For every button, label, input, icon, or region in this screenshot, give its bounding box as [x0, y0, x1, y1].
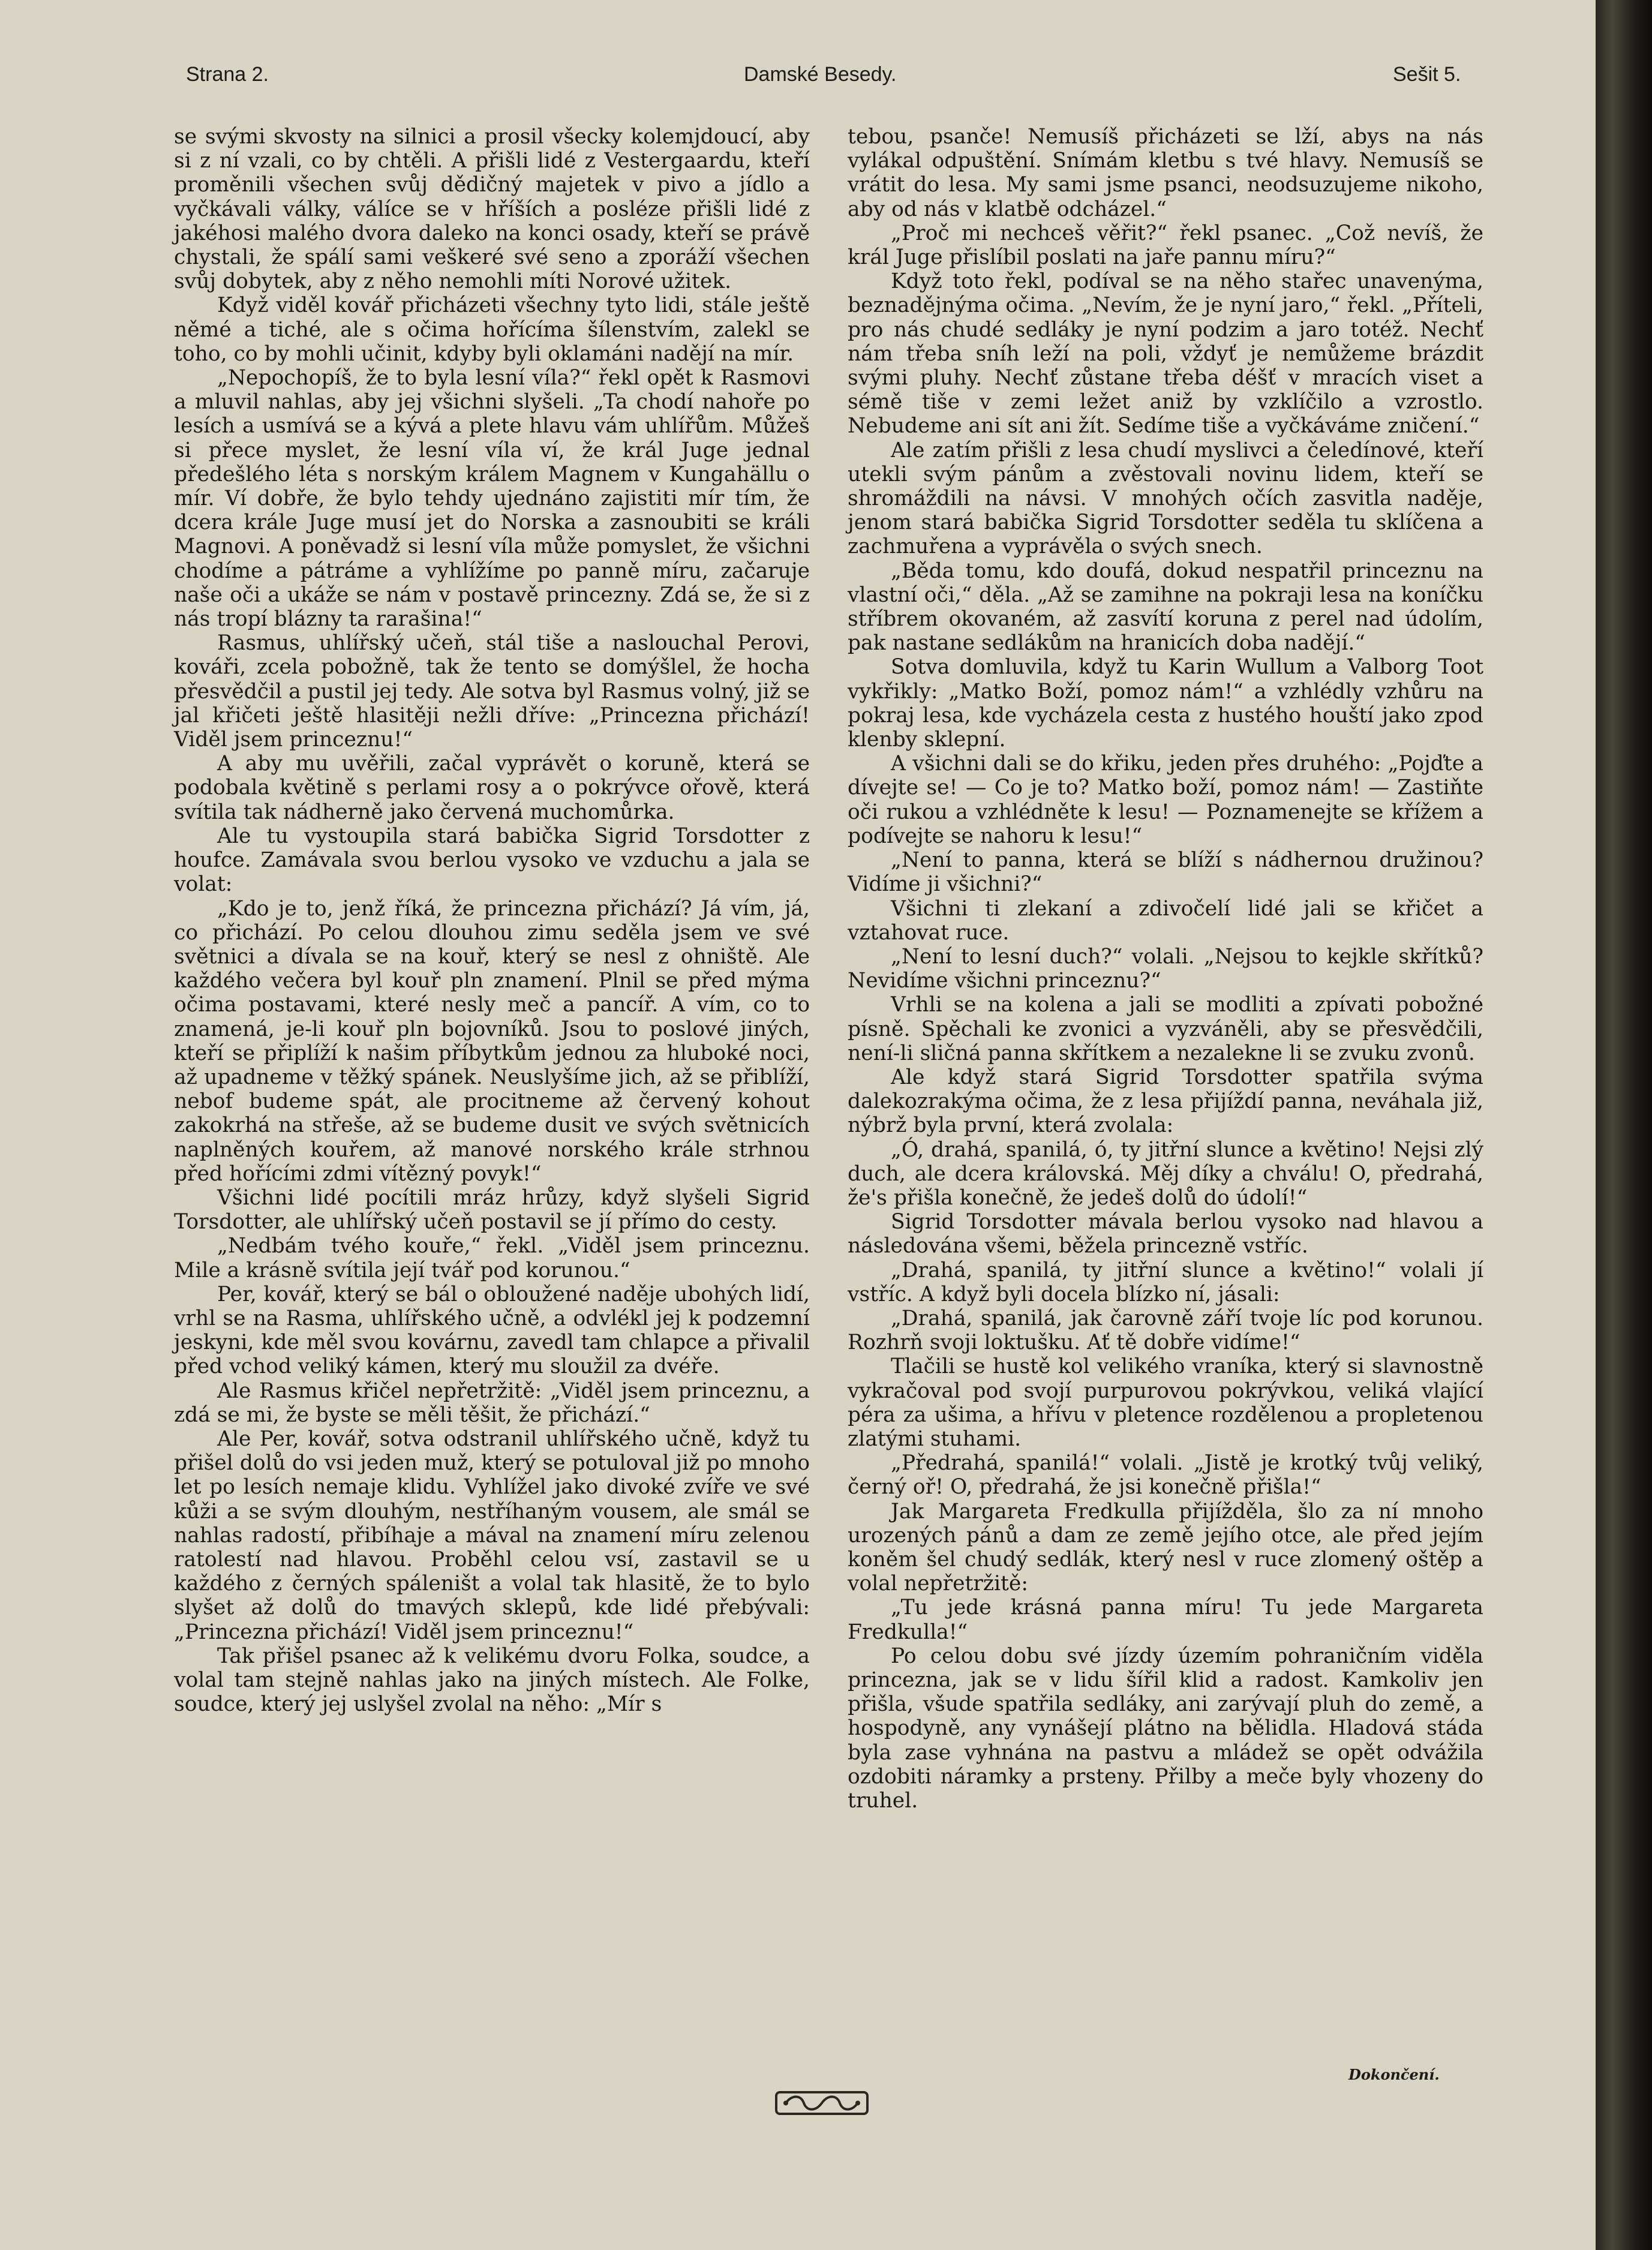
- paragraph: Ale když stará Sigrid Torsdotter spatřila svýma dalekozrakýma očima, že z lesa přijíždí panna, neváhala již, nýbrž byla první, která zvolala:: [848, 1065, 1483, 1138]
- paragraph: „Proč mi nechceš věřit?“ řekl psanec. „Což nevíš, že král Juge přislíbil poslati na jaře pannu míru?“: [848, 221, 1483, 270]
- decorative-scroll-ornament-icon: [774, 2090, 870, 2116]
- paragraph: Per, kovář, který se bál o obloužené naděje ubohých lidí, vrhl se na Rasma, uhlířského učně, a odvlékl jej k podzemní jeskyni, kde měl svou kovárnu, zavedl tam chlapce a přivalil před vchod veliký kámen, který mu sloužil za dvéře.: [174, 1282, 810, 1379]
- issue-number: Sešit 5.: [1393, 63, 1461, 86]
- paragraph: Ale zatím přišli z lesa chudí myslivci a čeledínové, kteří utekli svým pánům a zvěstovali novinu lidem, kteří se shromáždili na návsi. V mnohých očích zasvitla naděje, jenom stará babička Sigrid Torsdotter seděla tu sklíčena a zachmuřena a vyprávěla o svých snech.: [848, 438, 1483, 559]
- paragraph: Jak Margareta Fredkulla přijížděla, šlo za ní mnoho urozených pánů a dam ze země jejího otce, ale před jejím koněm šel chudý sedlák, který nesl v ruce zlomený oštěp a volal nepřetržitě:: [848, 1499, 1483, 1596]
- paragraph: Rasmus, uhlířský učeň, stál tiše a naslouchal Perovi, kováři, zcela pobožně, tak že tento se domýšlel, že hocha přesvědčil a pustil jej tedy. Ale sotva byl Rasmus volný, již se jal křičeti ještě hlasitěji nežli dříve: „Princezna přichází! Viděl jsem princeznu!“: [174, 631, 810, 752]
- paragraph: „Tu jede krásná panna míru! Tu jede Margareta Fredkulla!“: [848, 1596, 1483, 1644]
- paragraph: „Drahá, spanilá, jak čarovně září tvoje líc pod korunou. Rozhrň svoji loktušku. Ať tě dobře vidíme!“: [848, 1306, 1483, 1355]
- left-column: [174, 125, 810, 1716]
- paragraph: Sigrid Torsdotter mávala berlou vysoko nad hlavou a následována všemi, běžela princezně vstříc.: [848, 1210, 1483, 1258]
- continuation-note: Dokončení.: [1348, 2066, 1440, 2083]
- paragraph: Ale Rasmus křičel nepřetržitě: „Viděl jsem princeznu, a zdá se mi, že byste se měli těšit, že přichází.“: [174, 1378, 810, 1427]
- paragraph: Tak přišel psanec až k velikému dvoru Folka, soudce, a volal tam stejně nahlas jako na jiných místech. Ale Folke, soudce, který jej uslyšel zvolal na něho: „Mír s: [174, 1644, 810, 1717]
- paragraph: „Nedbám tvého kouře,“ řekl. „Viděl jsem princeznu. Mile a krásně svítila její tvář pod korunou.“: [174, 1234, 810, 1282]
- paragraph: se svými skvosty na silnici a prosil všecky kolemjdoucí, aby si z ní vzali, co by chtěli. A přišli lidé z Vestergaardu, kteří proměnili všechen svůj dědičný majetek v pivo a jídlo a vyčkávali války, válíce se v hříších a posléze přišli lidé z jakéhosi malého dvora daleko na konci osady, kteří se právě chystali, že spálí sami veškeré své seno a zporáží všechen svůj dobytek, aby z něho nemohli míti Norové užitek.: [174, 125, 810, 294]
- page-header: [186, 63, 1482, 93]
- paragraph: „Není to panna, která se blíží s nádhernou družinou? Vidíme ji všichni?“: [848, 848, 1483, 897]
- paragraph: Když viděl kovář přicházeti všechny tyto lidi, stále ještě němé a tiché, ale s očima hořícíma šílenstvím, zalekl se toho, co by mohli učinit, kdyby byli oklamáni nadějí na mír.: [174, 293, 810, 366]
- paragraph: Sotva domluvila, když tu Karin Wullum a Valborg Toot vykřikly: „Matko Boží, pomoz nám!“ a vzhlédly vzhůru na pokraj lesa, kde vycházela cesta z hustého houští jako zpod klenby sklepní.: [848, 655, 1483, 752]
- binding-edge: [1596, 0, 1652, 2250]
- publication-title: Damské Besedy.: [744, 63, 897, 86]
- paragraph: Po celou dobu své jízdy územím pohraničním viděla princezna, jak se v lidu šířil klid a radost. Kamkoliv jen přišla, všude spatřila sedláky, ani zarývají pluh do země, a hospodyně, any vynášejí plátno na bělidla. Hladová stáda byla zase vyhnána na pastvu a mládež se opět odvážila ozdobiti náramky a prsteny. Přilby a meče byly vhozeny do truhel.: [848, 1644, 1483, 1813]
- paragraph: Všichni lidé pocítili mráz hrůzy, když slyšeli Sigrid Torsdotter, ale uhlířský učeň postavil se jí přímo do cesty.: [174, 1185, 810, 1234]
- paragraph: „Drahá, spanilá, ty jitřní slunce a květino!“ volali jí vstříc. A když byli docela blízko ní, jásali:: [848, 1258, 1483, 1306]
- paragraph: Když toto řekl, podíval se na něho stařec unavenýma, beznadějnýma očima. „Nevím, že je nyní jaro,“ řekl. „Příteli, pro nás chudé sedláky je nyní podzim a jaro totéž. Nechť nám třeba sníh leží na poli, vždyť je nemůžeme brázdit svými pluhy. Nechť zůstane třeba déšť v mracích viset a sémě tiše v zemi ležet aniž by vzklíčilo a vzrostlo. Nebudeme ani sít ani žít. Sedíme tiše a vyčkáváme zničení.“: [848, 269, 1483, 438]
- paragraph: Ale tu vystoupila stará babička Sigrid Torsdotter z houfce. Zamávala svou berlou vysoko ve vzduchu a jala se volat:: [174, 824, 810, 897]
- paragraph: „Předrahá, spanilá!“ volali. „Jistě je krotký tvůj veliký, černý oř! O, předrahá, že jsi konečně přišla!“: [848, 1451, 1483, 1500]
- right-column: [848, 125, 1483, 1813]
- paragraph: A aby mu uvěřili, začal vyprávět o koruně, která se podobala květině s perlami rosy a o pokrývce ořově, která svítila tak nádherně jako červená muchomůrka.: [174, 752, 810, 824]
- page-number: Strana 2.: [186, 63, 269, 86]
- paragraph: „Ó, drahá, spanilá, ó, ty jitřní slunce a květino! Nejsi zlý duch, ale dcera královská. Měj díky a chválu! O, předrahá, že's přišla konečně, že jedeš dolů do údolí!“: [848, 1137, 1483, 1210]
- paragraph: „Běda tomu, kdo doufá, dokud nespatřil princeznu na vlastní oči,“ děla. „Až se zamihne na pokraji lesa na koníčku stříbrem okovaném, až zasvítí koruna z perel nad údolím, pak nastane sedlákům na hranicích doba nadějí.“: [848, 558, 1483, 656]
- paragraph: tebou, psanče! Nemusíš přicházeti se lží, abys na nás vylákal odpuštění. Snímám kletbu s tvé hlavy. Nemusíš se vrátit do lesa. My sami jsme psanci, neodsuzujeme nikoho, aby od nás v klatbě odcházel.“: [848, 125, 1483, 221]
- paragraph: „Kdo je to, jenž říká, že princezna přichází? Já vím, já, co přichází. Po celou dlouhou zimu seděla jsem ve své světnici a dívala se na kouř, který se nesl z ohniště. Ale každého večera byl kouř pln znamení. Plnil se před mýma očima postavami, které nesly meč a pancíř. A vím, co to znamená, je-li kouř pln bojovníků. Jsou to poslové jiných, kteří se připlíží k našim příbytkům jednou za hluboké noci, až upadneme v těžký spánek. Neuslyšíme jich, až se přiblíží, nebof budeme spát, ale procitneme až červený kohout zakokrhá na střeše, až se budeme dusit ve svých světnicích naplněných kouřem, až manové norského krále strhnou před hořícími zdmi vítězný povyk!“: [174, 896, 810, 1186]
- paragraph: „Nepochopíš, že to byla lesní víla?“ řekl opět k Rasmovi a mluvil nahlas, aby jej všichni slyšeli. „Ta chodí nahoře po lesích a usmívá se a kývá a plete hlavu vám uhlířům. Můžeš si přece myslet, že lesní víla ví, že král Juge jednal předešlého léta s norským králem Magnem v Kungahällu o mír. Ví dobře, že bylo tehdy ujednáno zajistiti mír tím, že dcera krále Juge musí jet do Norska a zasnoubiti se králi Magnovi. A poněvadž si lesní víla může pomyslet, že všichni chodíme a pátráme a vyhlížíme po panně míru, začaruje naše oči a ukáže se nám v postavě princezny. Zdá se, že si z nás tropí blázny ta rarašina!“: [174, 366, 810, 632]
- paragraph: Všichni ti zlekaní a zdivočelí lidé jali se křičet a vztahovat ruce.: [848, 896, 1483, 945]
- paragraph: „Není to lesní duch?“ volali. „Nejsou to kejkle skřítků? Nevidíme všichni princeznu?“: [848, 944, 1483, 993]
- paragraph: Ale Per, kovář, sotva odstranil uhlířského učně, když tu přišel dolů do vsi jeden muž, který se potuloval již po mnoho let po lesích nemaje klidu. Vyhlížel jako divoké zvíře ve své kůži a se svým dlouhým, nestříhaným vousem, ale smál se nahlas radostí, přibíhaje a mával na znamení míru zelenou ratolestí nad hlavou. Proběhl celou vsí, zastavil se u každého z černých spáleništ a volal tak hlasitě, že to bylo slyšet až dolů do tmavých sklepů, kde lidé přebývali: „Princezna přichází! Viděl jsem princeznu!“: [174, 1426, 810, 1644]
- paragraph: A všichni dali se do křiku, jeden přes druhého: „Pojďte a dívejte se! — Co je to? Matko boží, pomoz nám! — Zastiňte oči rukou a vzhlédněte k lesu! — Poznamenejte se křížem a podívejte se nahoru k lesu!“: [848, 752, 1483, 848]
- paragraph: Vrhli se na kolena a jali se modliti a zpívati pobožné písně. Spěchali ke zvonici a vyzváněli, aby se přesvědčili, není-li sličná panna skřítkem a nezalekne li se zvuku zvonů.: [848, 993, 1483, 1065]
- paragraph: Tlačili se hustě kol velikého vraníka, který si slavnostně vykračoval pod svojí purpurovou pokrývkou, veliká vlající péra za ušima, a hřívu v pletence rozdělenou a propletenou zlatými stuhami.: [848, 1354, 1483, 1451]
